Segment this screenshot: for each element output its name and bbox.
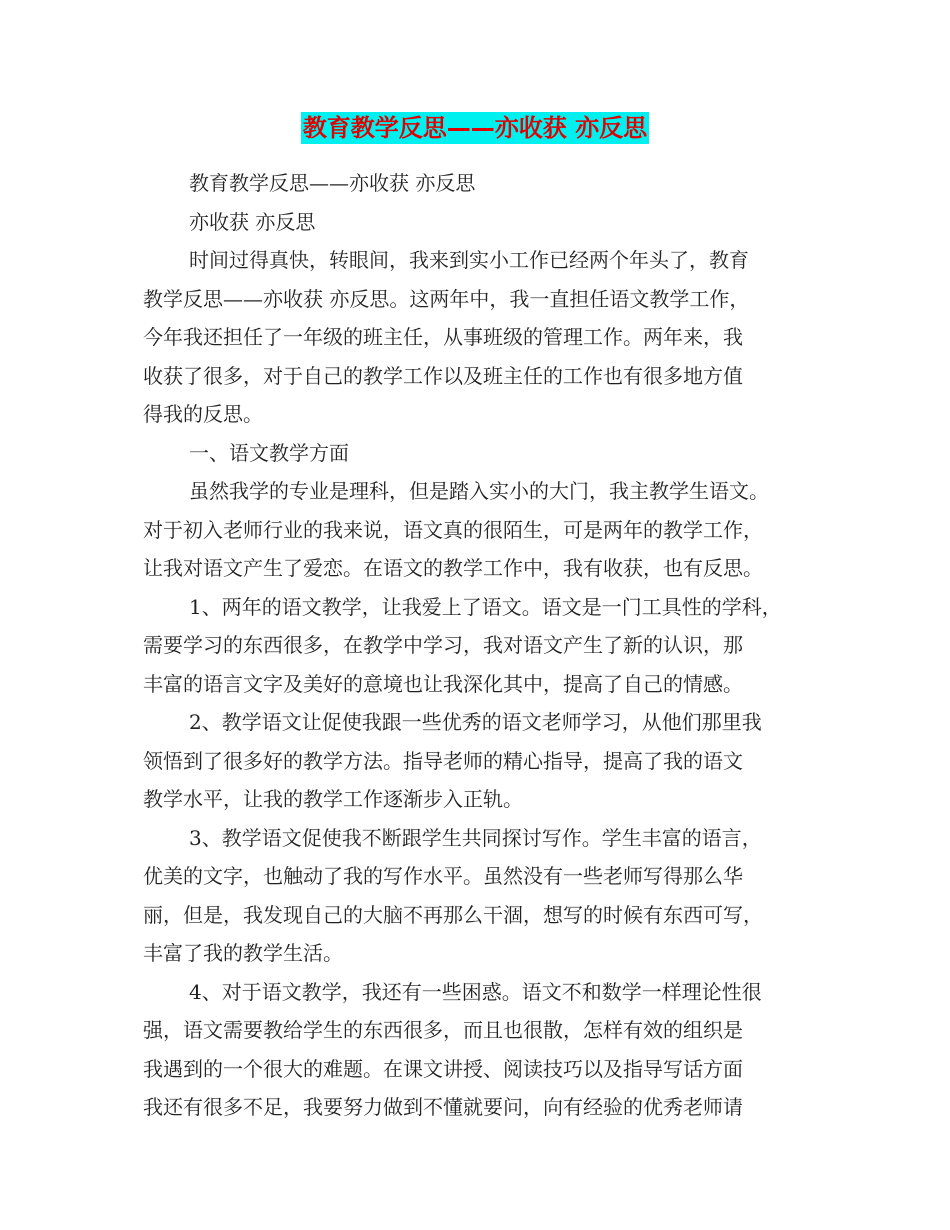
document-title: 教育教学反思——亦收获 亦反思 xyxy=(302,114,648,142)
text-line: 时间过得真快，转眼间，我来到实小工作已经两个年头了，教育 xyxy=(189,248,749,272)
text-line: 丰富的语言文字及美好的意境也让我深化其中，提高了自己的情感。 xyxy=(143,671,743,696)
text-line: 教学水平，让我的教学工作逐渐步入正轨。 xyxy=(143,787,523,811)
text-line: 领悟到了很多好的教学方法。指导老师的精心指导，提高了我的语文 xyxy=(143,748,743,773)
text-line: 我还有很多不足，我要努力做到不懂就要问，向有经验的优秀老师请 xyxy=(143,1095,743,1119)
document-body xyxy=(143,164,833,1127)
text-line: 强，语文需要教给学生的东西很多，而且也很散，怎样有效的组织是 xyxy=(143,1018,743,1042)
text-line: 今年我还担任了一年级的班主任，从事班级的管理工作。两年来，我 xyxy=(143,325,743,349)
paragraph xyxy=(143,819,833,973)
text-line: 丰富了我的教学生活。 xyxy=(143,941,343,965)
title-container xyxy=(0,112,950,144)
text-line: 亦收获 亦反思 xyxy=(189,209,316,234)
paragraph xyxy=(143,973,833,1127)
paragraph xyxy=(143,703,833,819)
paragraph xyxy=(143,472,833,588)
section-heading xyxy=(143,434,833,473)
paragraph xyxy=(143,241,833,434)
text-line: 收获了很多，对于自己的教学工作以及班主任的工作也有很多地方值 xyxy=(143,363,743,388)
text-line: 2、教学语文让促使我跟一些优秀的语文老师学习，从他们那里我 xyxy=(189,710,762,734)
text-line: 教育教学反思——亦收获 亦反思 xyxy=(189,171,476,195)
text-line: 一、语文教学方面 xyxy=(189,440,349,465)
text-line: 4、对于语文教学，我还有一些困惑。语文不和数学一样理论性很 xyxy=(189,979,762,1004)
text-line: 对于初入老师行业的我来说，语文真的很陌生，可是两年的教学工作， xyxy=(143,517,763,542)
text-line: 3、教学语文促使我不断跟学生共同探讨写作。学生丰富的语言， xyxy=(189,825,762,850)
text-line: 1、两年的语文教学，让我爱上了语文。语文是一门工具性的学科， xyxy=(189,594,782,619)
text-line: 需要学习的东西很多，在教学中学习，我对语文产生了新的认识，那 xyxy=(143,633,743,657)
text-line: 教学反思——亦收获 亦反思。这两年中，我一直担任语文教学工作， xyxy=(143,286,750,311)
text-line: 丽，但是，我发现自己的大脑不再那么干涸，想写的时候有东西可写， xyxy=(143,902,763,927)
text-line: 虽然我学的专业是理科，但是踏入实小的大门，我主教学生语文。 xyxy=(189,479,769,503)
paragraph xyxy=(143,164,833,203)
paragraph xyxy=(143,588,833,704)
paragraph xyxy=(143,203,833,242)
text-line: 得我的反思。 xyxy=(143,402,263,426)
text-line: 让我对语文产生了爱恋。在语文的教学工作中，我有收获，也有反思。 xyxy=(143,556,763,580)
text-line: 我遇到的一个很大的难题。在课文讲授、阅读技巧以及指导写话方面 xyxy=(143,1056,743,1081)
text-line: 优美的文字，也触动了我的写作水平。虽然没有一些老师写得那么华 xyxy=(143,864,743,888)
